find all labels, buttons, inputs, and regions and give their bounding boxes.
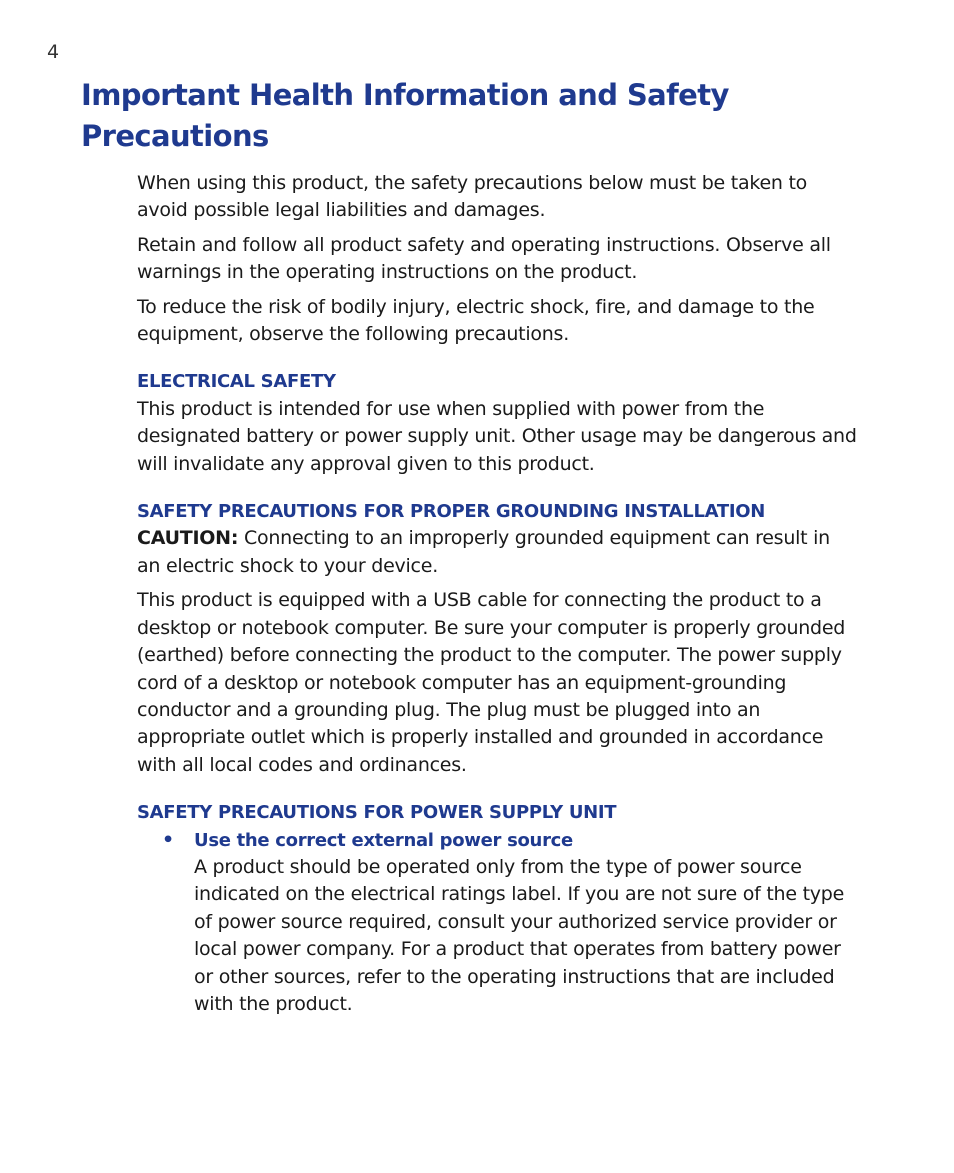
intro-paragraph: When using this product, the safety precautions below must be taken to avoid possible legal liabilities and damages.	[137, 172, 808, 222]
grounding-body: This product is equipped with a USB cable for connecting the product to a desktop or notebook computer. Be sure your computer is properly grounded (earthed) before connecting the product to the computer. The power supply cord of a desktop or notebook computer has an equipment-grounding conductor and a grounding plug. The plug must be plugged into an appropriate outlet which is properly installed and grounded in accordance with all local codes and ordinances.	[137, 589, 846, 776]
main-content	[137, 170, 857, 1025]
intro-paragraph: Retain and follow all product safety and operating instructions. Observe all warnings in the operating instructions on the product.	[137, 233, 831, 284]
page-title: Important Health Information and Safety Precautions	[81, 78, 729, 153]
grounding-heading: SAFETY PRECAUTIONS FOR PROPER GROUNDING INSTALLATION	[137, 501, 765, 523]
caution-text: Connecting to an improperly grounded equipment can result in an electric shock to your device.	[137, 527, 830, 577]
power-supply-list	[137, 827, 857, 1019]
bullet-title: Use the correct external power source	[194, 829, 573, 851]
power-supply-heading: SAFETY PRECAUTIONS FOR POWER SUPPLY UNIT	[137, 802, 617, 824]
list-item	[137, 827, 857, 1019]
intro-paragraph: To reduce the risk of bodily injury, electric shock, fire, and damage to the equipment, observe the following precautions.	[137, 295, 815, 346]
caution-label: CAUTION:	[137, 527, 239, 550]
caution-paragraph	[137, 525, 857, 580]
electrical-safety-heading: ELECTRICAL SAFETY	[137, 371, 336, 393]
page-number: 4	[47, 41, 60, 63]
bullet-text: A product should be operated only from the type of power source indicated on the electrical ratings label. If you are not sure of the type of power source required, consult your authorized service provider or local power company. For a product that operates from battery power or other sources, refer to the operating instructions that are included with the product.	[194, 855, 845, 1015]
electrical-safety-body: This product is intended for use when supplied with power from the designated battery or power supply unit. Other usage may be dangerous and will invalidate any approval given to this product.	[137, 397, 857, 475]
bullet-icon: •	[162, 828, 174, 851]
